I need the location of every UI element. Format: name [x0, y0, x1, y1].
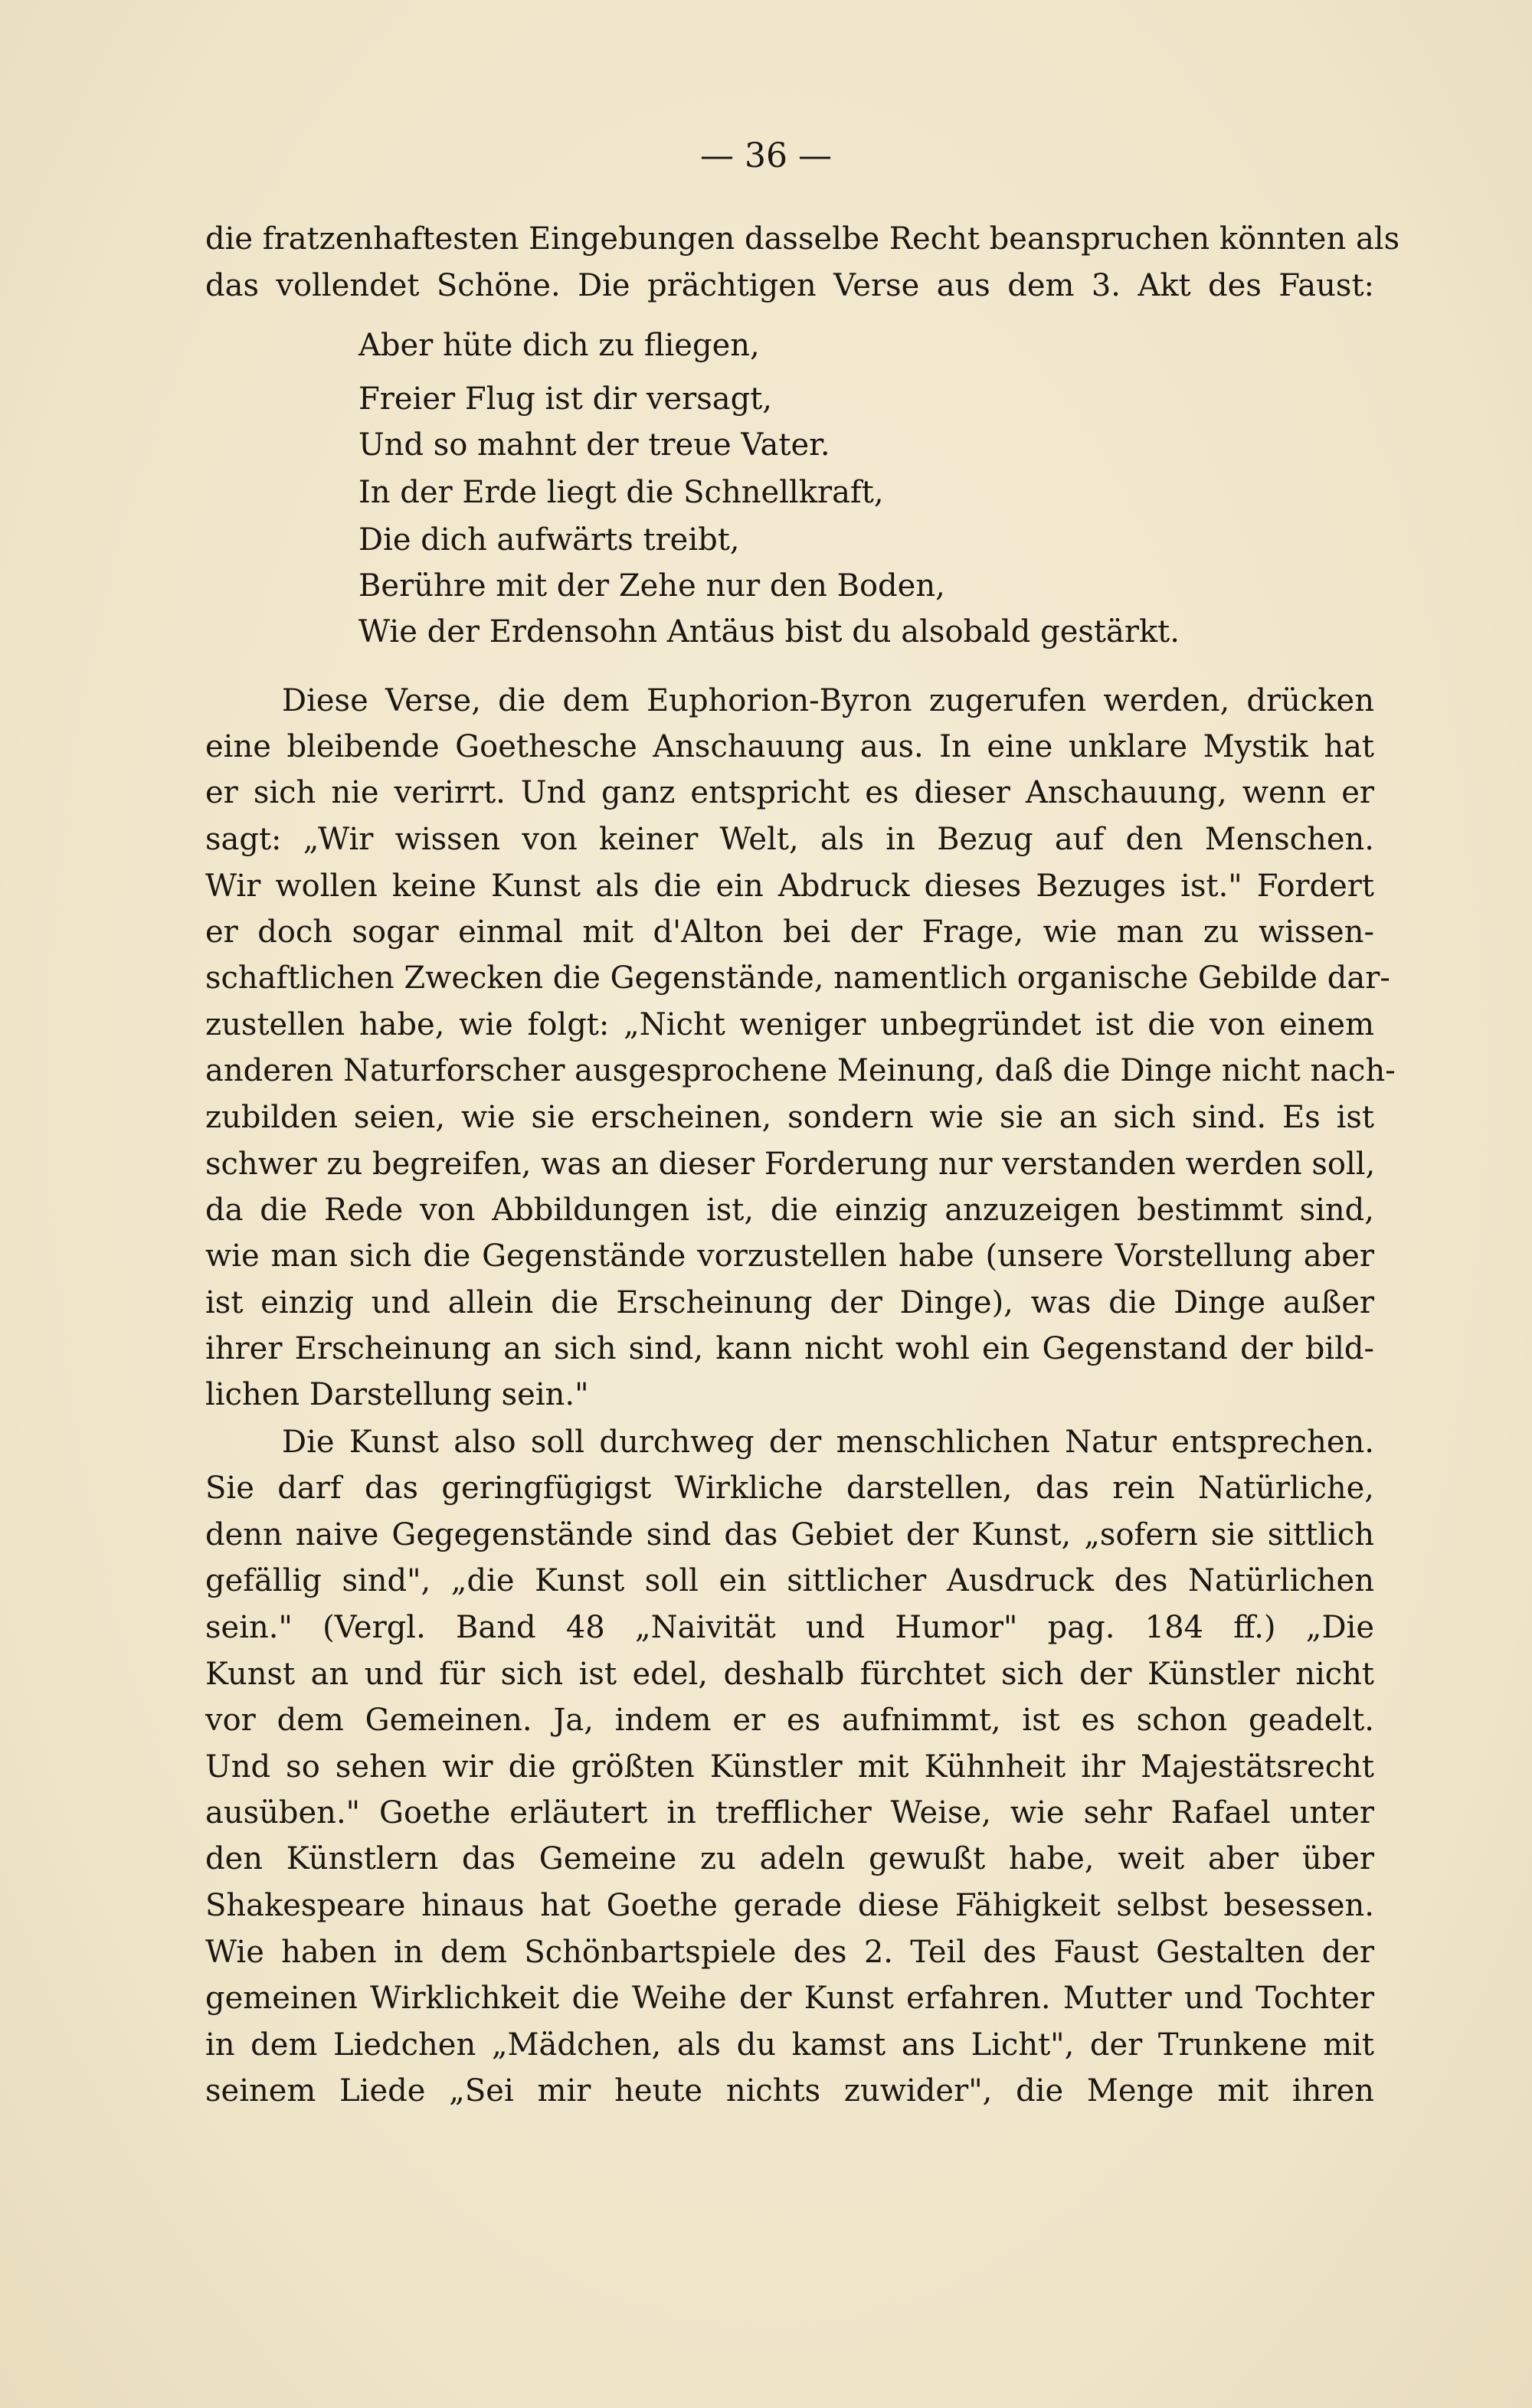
text-line: zubilden seien, wie sie erscheinen, sondern wie sie an sich sind. Es ist	[205, 1100, 1374, 1135]
text-line: sein." (Vergl. Band 48 „Naivität und Humor" pag. 184 ff.) „Die	[205, 1610, 1374, 1645]
text-line: zustellen habe, wie folgt: „Nicht weniger unbegründet ist die von einem	[205, 1007, 1374, 1042]
verse-line: Wie der Erdensohn Antäus bist du alsobald gestärkt.	[358, 614, 1180, 649]
text-line: ausüben." Goethe erläutert in trefflicher Weise, wie sehr Rafael unter	[205, 1795, 1374, 1831]
text-line: sagt: „Wir wissen von keiner Welt, als in Bezug auf den Menschen.	[205, 822, 1374, 857]
text-line: das vollendet Schöne. Die prächtigen Verse aus dem 3. Akt des Faust:	[205, 268, 1374, 303]
text-line: Die Kunst also soll durchweg der menschlichen Natur entsprechen.	[282, 1425, 1374, 1460]
text-line: wie man sich die Gegenstände vorzustellen habe (unsere Vorstellung aber	[205, 1238, 1374, 1274]
text-line: anderen Naturforscher ausgesprochene Meinung, daß die Dinge nicht nach-	[205, 1053, 1396, 1088]
text-line: die fratzenhaftesten Eingebungen dasselbe Recht beanspruchen könnten als	[205, 221, 1400, 257]
body-text	[205, 0, 1400, 2408]
verse-line: Die dich aufwärts treibt,	[358, 522, 740, 558]
verse-line: Und so mahnt der treue Vater.	[358, 427, 830, 463]
text-line: er sich nie verirrt. Und ganz entspricht es dieser Anschauung, wenn er	[205, 775, 1374, 810]
text-line: Shakespeare hinaus hat Goethe gerade diese Fähigkeit selbst besessen.	[205, 1888, 1374, 1923]
verse-line: Aber hüte dich zu fliegen,	[358, 328, 760, 363]
text-line: schwer zu begreifen, was an dieser Forderung nur verstanden werden soll,	[205, 1147, 1376, 1182]
text-line: er doch sogar einmal mit d'Alton bei der Frage, wie man zu wissen-	[205, 914, 1374, 950]
text-line: den Künstlern das Gemeine zu adeln gewußt habe, weit aber über	[205, 1841, 1374, 1876]
text-line: denn naive Gegegenstände sind das Gebiet der Kunst, „sofern sie sittlich	[205, 1517, 1374, 1552]
verse-line: Berühre mit der Zehe nur den Boden,	[358, 568, 945, 604]
text-line: Kunst an und für sich ist edel, deshalb fürchtet sich der Künstler nicht	[205, 1657, 1374, 1692]
text-line: Wir wollen keine Kunst als die ein Abdruck dieses Bezuges ist." Fordert	[205, 869, 1374, 904]
text-line: vor dem Gemeinen. Ja, indem er es aufnimmt, ist es schon geadelt.	[205, 1703, 1374, 1738]
text-line: Sie darf das geringfügigst Wirkliche darstellen, das rein Natürliche,	[205, 1471, 1374, 1506]
text-line: gefällig sind", „die Kunst soll ein sittlicher Ausdruck des Natürlichen	[205, 1563, 1374, 1598]
text-line: Diese Verse, die dem Euphorion-Byron zugerufen werden, drücken	[282, 683, 1374, 718]
text-line: ist einzig und allein die Erscheinung der Dinge), was die Dinge außer	[205, 1285, 1374, 1320]
text-line: ihrer Erscheinung an sich sind, kann nicht wohl ein Gegenstand der bild-	[205, 1331, 1374, 1366]
text-line: gemeinen Wirklichkeit die Weihe der Kunst erfahren. Mutter und Tochter	[205, 1981, 1374, 2016]
text-line: Wie haben in dem Schönbartspiele des 2. Teil des Faust Gestalten der	[205, 1935, 1374, 1970]
text-line: in dem Liedchen „Mädchen, als du kamst ans Licht", der Trunkene mit	[205, 2027, 1374, 2063]
verse-line: Freier Flug ist dir versagt,	[358, 381, 772, 417]
text-line: Und so sehen wir die größten Künstler mit Kühnheit ihr Majestätsrecht	[205, 1749, 1374, 1785]
verse-line: In der Erde liegt die Schnellkraft,	[358, 475, 884, 510]
text-line: lichen Darstellung sein."	[205, 1377, 589, 1412]
text-line: da die Rede von Abbildungen ist, die einzig anzuzeigen bestimmt sind,	[205, 1193, 1374, 1228]
text-line: eine bleibende Goethesche Anschauung aus. In eine unklare Mystik hat	[205, 729, 1374, 764]
page-number: — 36 —	[700, 136, 832, 175]
text-line: seinem Liede „Sei mir heute nichts zuwider", die Menge mit ihren	[205, 2073, 1374, 2109]
text-line: schaftlichen Zwecken die Gegenstände, namentlich organische Gebilde dar-	[205, 960, 1390, 996]
